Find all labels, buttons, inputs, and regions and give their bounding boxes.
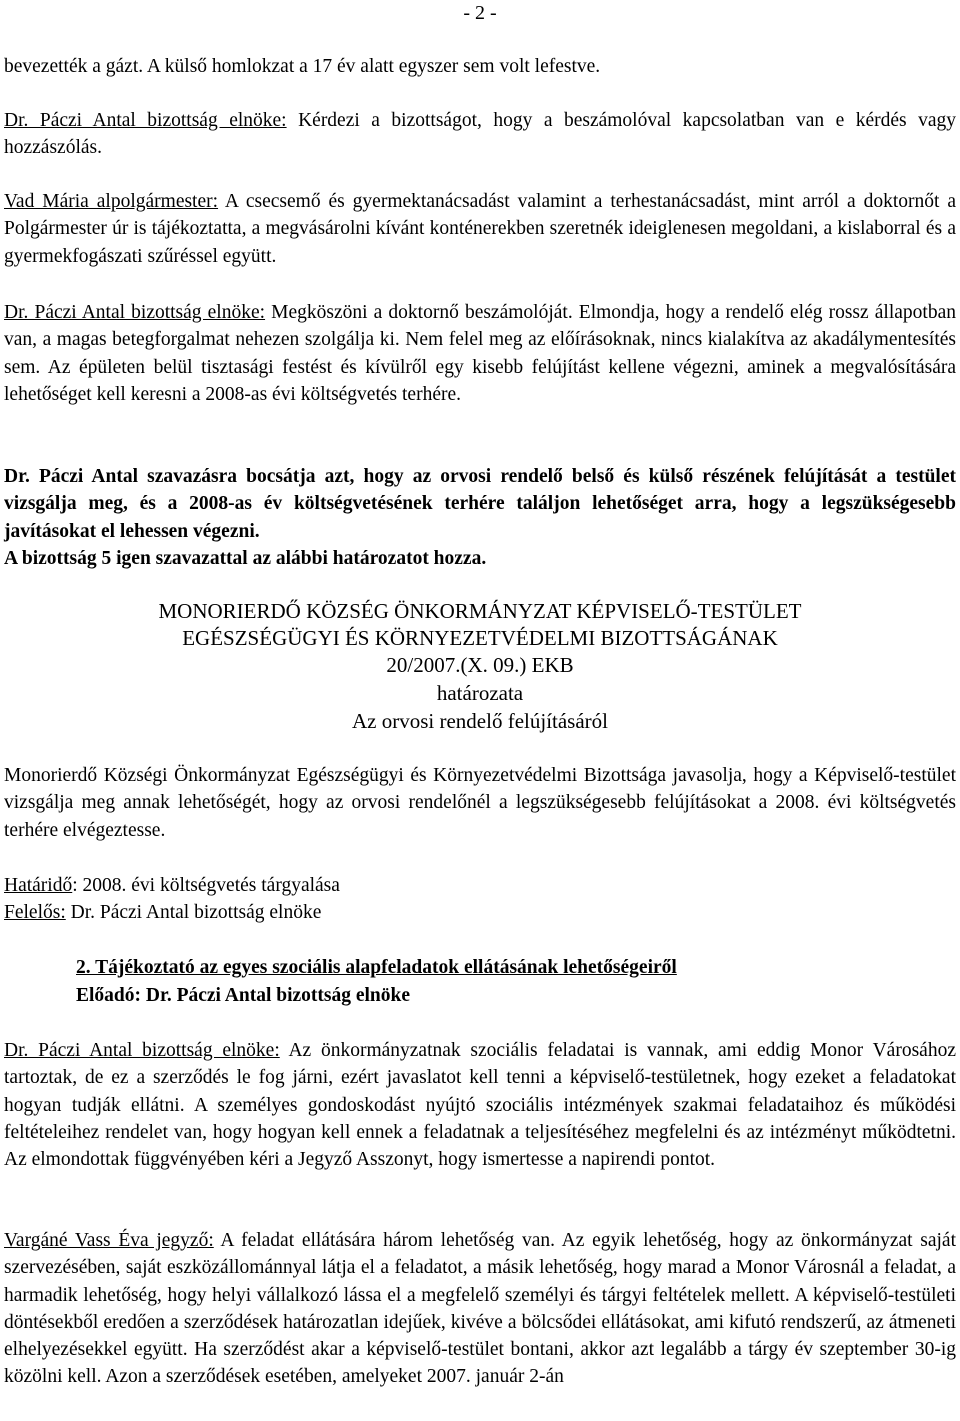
resolution-body: Monorierdő Községi Önkormányzat Egészségügyi és Környezetvédelmi Bizottsága javasolja, hogy a Képviselő-testület vizsgálja meg annak lehetőségét, hogy az orvosi rendelőnél a legszükségesebb felújításokat a 2008. évi költségvetés terhére elvégeztesse. [4,765,956,841]
paragraph-vote: Dr. Páczi Antal szavazásra bocsátja azt, hogy az orvosi rendelő belső és külső részének felújítását a testület vizsgálja meg, és a 2008-as év költségvetésének terhére találjon lehetőséget arra, hogy a legszükségesebb javításokat el lehessen végezni. [4,466,956,542]
speaker-label: Dr. Páczi Antal bizottság elnöke: [4,110,287,131]
paragraph-text: A feladat ellátására három lehetőség van. Az egyik lehetőség, hogy az önkormányzat saját szervezésében, saját eszközállománnyal látja el a feladatot, a másik lehetőség, hogy marad a Monor Városnál a feladat, a harmadik lehetőség, hogy helyi vállalkozó lássa el a megfelelő személyi és tárgyi feltételek mellett. A képviselő-testületi döntésekből eredően a szerződések határozatlan idejűek, kivéve a bölcsődei ellátásokat, ami kifutó rendszerű, az átmeneti elhelyezésekkel együtt. Ha szerződést akar a képviselő-testület bontani, akkor azt legalább a tárgy év szeptember 30-ig közölni kell. Azon a szerződések esetében, amelyeket 2007. január 2-án [4,1230,956,1388]
paragraph-vote-result: A bizottság 5 igen szavazattal az alábbi határozatot hozza. [4,548,487,569]
paragraph-notary [4,1227,956,1391]
responsible-text: Dr. Páczi Antal bizottság elnöke [65,902,322,923]
resolution-number: 20/2007.(X. 09.) EKB [386,653,574,677]
deadline-label: Határidő [4,875,73,896]
paragraph-chair-question [4,107,956,162]
deadline-line [4,872,340,899]
paragraph-text: Kérdezi a bizottságot, hogy a beszámolóval kapcsolatban van e kérdés vagy hozzászólás. [4,110,956,159]
paragraph-text: Az önkormányzatnak szociális feladatai is vannak, ami eddig Monor Városához tartoztak, de ez a szerződés le fog járni, ezért javaslatot kell tenni a képviselő-testületnek, hogy ezeket a feladatokat hogyan tudják ellátni. A személyes gondoskodást nyújtó szociális intézmények szakmai feladataihoz és működési feltételeihez rendelet van, hogy hogyan kell ennek a feladatnak a teljesítéséhez megfelelni és az intézményt működtetni. Az elmondottak függvényében kéri a Jegyző Asszonyt, hogy ismertesse a napirendi pontot. [4,1040,956,1171]
paragraph-chair-thanks [4,299,956,408]
responsible-label: Felelős: [4,902,66,923]
responsible-line [4,899,321,926]
paragraph-text: Megköszöni a doktornő beszámolóját. Elmondja, hogy a rendelő elég rossz állapotban van, a magas betegforgalmat nehezen szolgálja ki. Nem felel meg az előírásoknak, nincs kialakítva az akadálymentesítés sem. Az épületen belül tisztasági festést és kívülről egy kisebb felújítást kellene végezni, aminek a megvalósítására lehetőséget kell keresni a 2008-as évi költségvetés terhére. [4,302,956,405]
agenda-presenter: Előadó: Dr. Páczi Antal bizottság elnöke [76,985,411,1006]
resolution-heading-1: MONORIERDŐ KÖZSÉG ÖNKORMÁNYZAT KÉPVISELŐ-TESTÜLET [158,599,802,623]
speaker-label: Dr. Páczi Antal bizottság elnöke: [4,302,266,323]
deadline-text: : 2008. évi költségvetés tárgyalása [72,875,340,896]
paragraph-text: A csecsemő és gyermektanácsadást valamint a terhestanácsadást, mint arról a doktornőt a Polgármester úr is tájékoztatta, a megvásárolni kívánt konténerekben szeretnék ideiglenesen megoldani, a kislaborral és a gyermekfogászati szűréssel együtt. [4,191,956,267]
speaker-label: Vad Mária alpolgármester: [4,191,219,212]
resolution-title: Az orvosi rendelő felújításáról [352,709,608,733]
resolution-heading-2: EGÉSZSÉGÜGYI ÉS KÖRNYEZETVÉDELMI BIZOTTSÁGÁNAK [182,626,778,650]
page-number: - 2 - [463,2,497,24]
agenda-item-title: 2. Tájékoztató az egyes szociális alapfeladatok ellátásának lehetőségeiről [76,957,677,978]
paragraph-chair-social [4,1037,956,1173]
speaker-label: Dr. Páczi Antal bizottság elnöke: [4,1040,280,1061]
resolution-label: határozata [436,681,524,705]
paragraph-deputy-mayor [4,188,956,270]
paragraph-facade: bevezették a gázt. A külső homlokzat a 17 év alatt egyszer sem volt lefestve. [4,56,601,77]
speaker-label: Vargáné Vass Éva jegyző: [4,1230,214,1251]
